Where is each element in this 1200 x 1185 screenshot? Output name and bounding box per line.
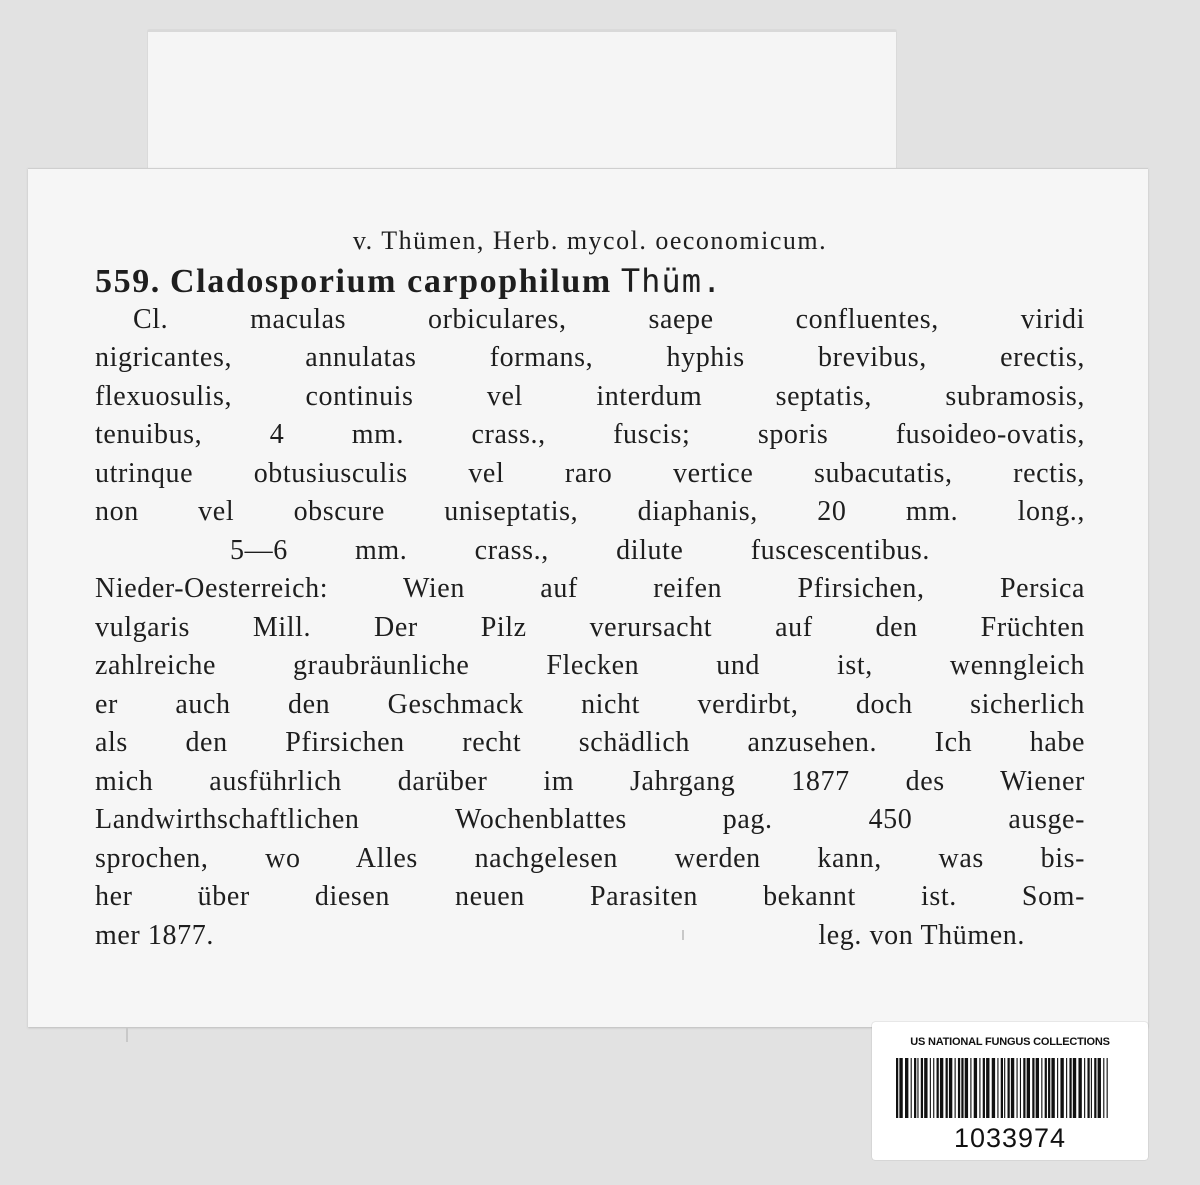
locality-line: Nieder-Oesterreich: Wien auf reifen Pfirsichen, Persica [95, 573, 1085, 604]
locality-line: her über diesen neuen Parasiten bekannt ist. Som- [95, 881, 1085, 912]
institution-name: US NATIONAL FUNGUS COLLECTIONS [910, 1036, 1110, 1048]
label-text [95, 222, 1085, 955]
diagnosis-line: non vel obscure uniseptatis, diaphanis, 20 mm. long., [95, 496, 1085, 527]
locality-line: Landwirthschaftlichen Wochenblattes pag. 450 ausge- [95, 804, 1085, 835]
barcode-label [872, 1022, 1148, 1160]
locality-line: er auch den Geschmack nicht verdirbt, doch sicherlich [95, 688, 1085, 720]
diagnosis-line: utrinque obtusiusculis vel raro vertice subacutatis, rectis, [95, 457, 1085, 489]
catalog-number: 1033974 [953, 1123, 1067, 1153]
herbarium-reference: v. Thümen, Herb. mycol. oeconomicum. [352, 226, 828, 255]
diagnosis-line: Cl. maculas orbiculares, saepe confluentes, viridi [133, 303, 1085, 335]
taxon-author: Thüm. [620, 261, 723, 300]
date-collector-line [95, 917, 1045, 956]
locality-line: zahlreiche graubräunliche Flecken und ist, wenngleich [95, 650, 1085, 681]
specimen-title [95, 261, 1085, 301]
paper-mark [126, 1028, 128, 1042]
taxon-name: Cladosporium carpophilum [170, 262, 612, 300]
collection-date: mer 1877. [95, 919, 214, 951]
diagnosis-last-line: 5—6 mm. crass., dilute fuscescentibus. [230, 534, 930, 566]
collector-name: leg. von Thümen. [818, 919, 1025, 951]
locality-line: vulgaris Mill. Der Pilz verursacht auf den Früchten [95, 611, 1085, 643]
diagnosis-line: flexuosulis, continuis vel interdum septatis, subramosis, [95, 380, 1085, 412]
diagnosis-line: nigricantes, annulatas formans, hyphis brevibus, erectis, [95, 342, 1085, 373]
locality-line: als den Pfirsichen recht schädlich anzusehen. Ich habe [95, 727, 1085, 758]
barcode-icon [896, 1058, 1128, 1118]
diagnosis-line: tenuibus, 4 mm. crass., fuscis; sporis fusoideo-ovatis, [95, 419, 1085, 450]
locality-line: sprochen, wo Alles nachgelesen werden kann, was bis- [95, 842, 1085, 874]
paper-mark [682, 930, 684, 940]
locality-line: mich ausführlich darüber im Jahrgang 1877 des Wiener [95, 765, 1085, 797]
specimen-number: 559. [95, 262, 161, 300]
